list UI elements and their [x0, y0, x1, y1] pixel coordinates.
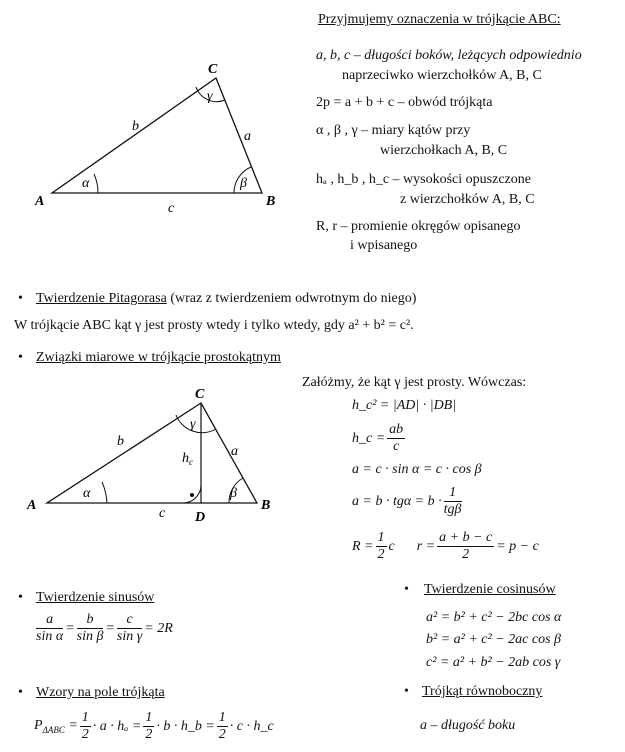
- sines-eq1: =: [65, 620, 75, 636]
- side-label-a: a: [244, 129, 251, 144]
- sines-n2: b: [77, 612, 104, 629]
- formula-R-c: c: [388, 538, 395, 554]
- bullet: •: [18, 590, 23, 605]
- area-half-2-num: 1: [143, 710, 154, 727]
- sines-frac-c: [117, 612, 142, 645]
- area-half-3: [217, 710, 228, 743]
- pythagoras-heading-title: Twierdzenie Pitagorasa: [36, 291, 167, 306]
- cosines-line3: c² = a² + b² − 2ab cos γ: [426, 655, 561, 670]
- formula-R-lhs: R =: [352, 538, 374, 554]
- area-lhs: $P_{\Delta ABC}$ =: [34, 718, 78, 735]
- notation-title: Przyjmujemy oznaczenia w trójkącie ABC:: [318, 12, 561, 27]
- sines-n3: c: [117, 612, 142, 629]
- sines-frac-a: [36, 612, 63, 645]
- area-half-3-den: 2: [218, 727, 226, 743]
- equilateral-heading: Trójkąt równoboczny: [422, 684, 543, 699]
- notation-line4b: z wierzchołków A, B, C: [400, 192, 535, 207]
- formula-hc-num: ab: [387, 422, 405, 439]
- formula-r-fraction: [437, 530, 494, 563]
- side-label-b: b: [132, 119, 139, 134]
- area-half-2: [143, 710, 154, 743]
- area-formula: [34, 710, 274, 743]
- pythagoras-heading: [36, 291, 416, 307]
- triangle-diagram-right: [25, 385, 290, 525]
- formula-r-lhs: r =: [416, 538, 436, 554]
- angle-arc-alpha: [102, 482, 107, 503]
- notation-line1b: naprzeciwko wierzchołków A, B, C: [342, 68, 542, 83]
- formula-hc: [352, 422, 407, 455]
- notation-line5b: i wpisanego: [350, 238, 418, 253]
- right-triangle-outline: [47, 403, 257, 503]
- area-half-2-den: 2: [145, 727, 153, 743]
- sines-formula: [34, 612, 173, 645]
- bullet: •: [404, 582, 409, 597]
- area-heading: Wzory na pole trójkąta: [36, 685, 165, 700]
- angle-label-gamma: γ: [207, 89, 213, 104]
- sines-d3: sin γ: [116, 629, 143, 645]
- formula-r-num: a + b − c: [437, 530, 494, 547]
- right-triangle-heading: Związki miarowe w trójkącie prostokątnym: [36, 350, 281, 365]
- formula-R-half-den: 2: [377, 547, 385, 563]
- vertex-label-A: A: [35, 194, 45, 209]
- formula-a-tg-fraction: [444, 485, 462, 518]
- pythagoras-heading-rest: (wraz z twierdzeniem odwrotnym do niego): [166, 291, 417, 306]
- area-half-1-den: 2: [81, 727, 89, 743]
- formula-a-sin: a = c · sin α = c · cos β: [352, 462, 482, 477]
- sines-d2: sin β: [76, 629, 104, 645]
- area-term2: · b · h_b =: [156, 718, 215, 734]
- vertex-label-D: D: [195, 510, 206, 525]
- sines-frac-b: [77, 612, 104, 645]
- right-triangle-assume: Załóżmy, że kąt γ jest prosty. Wówczas:: [302, 375, 527, 390]
- bullet: •: [404, 684, 409, 699]
- angle-arc-gamma: [176, 415, 216, 433]
- side-label-a: a: [231, 444, 238, 459]
- angle-label-alpha: α: [83, 486, 91, 501]
- formula-a-tg: [352, 485, 464, 518]
- bullet: •: [18, 685, 23, 700]
- area-term3: · c · h_c: [229, 718, 274, 734]
- angle-label-beta: β: [230, 486, 237, 501]
- triangle-diagram-general: [30, 60, 290, 220]
- notation-line2: 2p = a + b + c – obwód trójkąta: [316, 95, 493, 110]
- notation-line3a: α , β , γ – miary kątów przy: [316, 123, 471, 138]
- formula-a-tg-num: 1: [444, 485, 462, 502]
- area-half-1-num: 1: [80, 710, 91, 727]
- formula-hc-squared: h_c² = |AD| · |DB|: [352, 398, 457, 413]
- notation-line1a: a, b, c – długości boków, leżących odpowiednio: [316, 48, 582, 63]
- area-half-1: [80, 710, 91, 743]
- sines-heading: Twierdzenie sinusów: [36, 590, 155, 605]
- formula-hc-lhs: h_c =: [352, 430, 386, 446]
- bullet: •: [18, 350, 23, 365]
- angle-label-gamma: γ: [190, 417, 196, 432]
- formula-r-den: 2: [462, 547, 470, 563]
- angle-label-alpha: α: [82, 176, 90, 191]
- formula-a-tg-den: tgβ: [443, 502, 462, 518]
- formula-r-rest: = p − c: [496, 538, 539, 554]
- bullet: •: [18, 291, 23, 306]
- vertex-label-B: B: [266, 194, 276, 209]
- formula-R-half-num: 1: [376, 530, 387, 547]
- area-half-3-num: 1: [217, 710, 228, 727]
- side-label-c: c: [159, 506, 166, 521]
- notation-line4a: hₐ , h_b , h_c – wysokości opuszczone: [316, 172, 531, 187]
- pythagoras-statement: W trójkącie ABC kąt γ jest prosty wtedy i tylko wtedy, gdy a² + b² = c².: [14, 318, 414, 333]
- angle-label-beta: β: [240, 176, 247, 191]
- sines-rhs: = 2R: [144, 620, 173, 636]
- side-label-c: c: [168, 201, 175, 216]
- right-angle-dot: [190, 493, 194, 497]
- cosines-line1: a² = b² + c² − 2bc cos α: [426, 610, 562, 625]
- area-term1: · a · hₐ =: [92, 718, 142, 734]
- cosines-heading: Twierdzenie cosinusów: [424, 582, 556, 597]
- angle-arc-alpha: [94, 174, 98, 193]
- formula-hc-fraction: [387, 422, 405, 455]
- formula-R-r: [352, 530, 539, 563]
- equilateral-side: a – długość boku: [420, 718, 516, 733]
- vertex-label-C: C: [208, 62, 218, 77]
- sines-d1: sin α: [36, 629, 64, 645]
- notation-line3b: wierzchołkach A, B, C: [380, 143, 508, 158]
- sines-n1: a: [36, 612, 63, 629]
- vertex-label-B: B: [261, 498, 271, 513]
- vertex-label-A: A: [27, 498, 37, 513]
- altitude-label: $h_c$: [182, 451, 193, 467]
- notation-line5a: R, r – promienie okręgów opisanego: [316, 219, 521, 234]
- side-label-b: b: [117, 434, 124, 449]
- formula-R-half: [376, 530, 387, 563]
- cosines-line2: b² = a² + c² − 2ac cos β: [426, 632, 561, 647]
- formula-hc-den: c: [393, 439, 400, 455]
- sines-eq2: =: [105, 620, 115, 636]
- formula-a-tg-lhs: a = b · tgα = b ·: [352, 493, 442, 509]
- vertex-label-C: C: [195, 387, 205, 402]
